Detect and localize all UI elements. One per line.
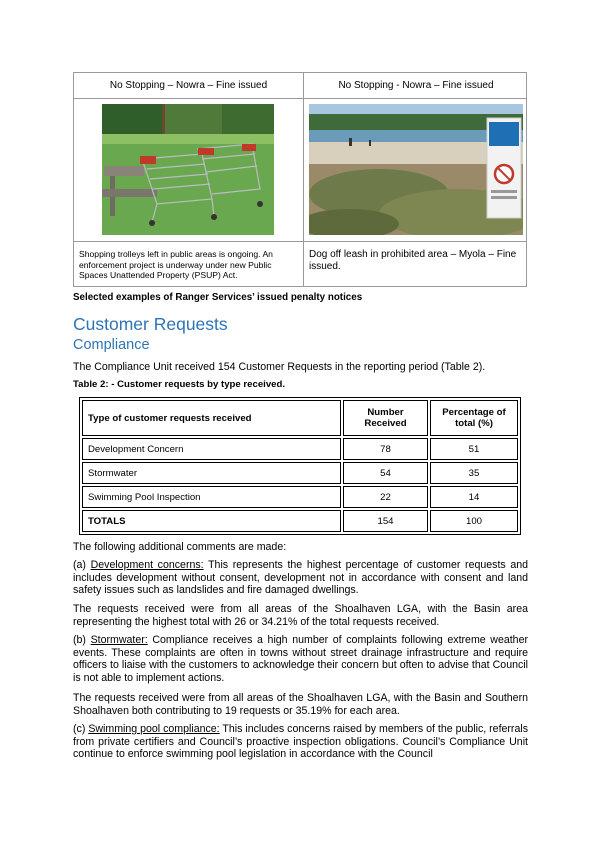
table-row: [82, 486, 518, 508]
intro-paragraph: The Compliance Unit received 154 Customer Requests in the reporting period (Table 2).: [73, 361, 486, 373]
row-percentage: 14: [430, 486, 518, 508]
photo-right-header: No Stopping - Nowra – Fine issued: [338, 80, 494, 91]
para-c-term: Swimming pool compliance:: [88, 723, 220, 735]
header-percentage: Percentage of total (%): [430, 400, 518, 436]
row-type: Stormwater: [82, 462, 341, 484]
para-development: [73, 559, 528, 597]
table-row: [82, 438, 518, 460]
para-stormwater-2: The requests received were from all areas of the Shoalhaven LGA, with the Basin and Southern Shoalhaven both contributing to 19 requests or 35.19% for each area.: [73, 692, 528, 717]
photo-right-caption: Dog off leash in prohibited area – Myola – Fine issued.: [309, 249, 517, 272]
para-b-term: Stormwater:: [90, 634, 148, 646]
table-header-row: [82, 400, 518, 436]
para-b-text: Compliance receives a high number of complaints following extreme weather events. These complaints are often in towns without street drainage infrastructure and require officers to liaise with the customers to acknowledge their concern but often to advise that Council is not able to implement actions.: [73, 634, 528, 684]
photo-table: [73, 72, 527, 287]
row-percentage: 51: [430, 438, 518, 460]
totals-number: 154: [343, 510, 428, 532]
table-row: [82, 462, 518, 484]
header-type: Type of customer requests received: [82, 400, 341, 436]
row-number: 54: [343, 462, 428, 484]
row-percentage: 35: [430, 462, 518, 484]
table-totals-row: [82, 510, 518, 532]
para-c-text: This includes concerns raised by members of the public, referrals from private certifiers and Council’s proactive inspection obligations. Council’s Compliance Unit continue to enforce swimming pool legislation in accordance with the Council: [73, 723, 528, 761]
para-a-text: This represents the highest percentage of customer requests and includes development without consent, development not in accordance with consent and land safety issues such as landslides and fire damaged dwellings.: [73, 559, 529, 597]
selected-examples-caption: Selected examples of Ranger Services’ issued penalty notices: [73, 292, 363, 303]
row-number: 22: [343, 486, 428, 508]
row-type: Swimming Pool Inspection: [82, 486, 341, 508]
customer-requests-table: [79, 397, 521, 535]
totals-percentage: 100: [430, 510, 518, 532]
para-c-prefix: (c): [73, 723, 89, 735]
para-swimming-pool: [73, 723, 528, 761]
shopping-trolleys-photo: [102, 104, 274, 235]
para-a-term: Development concerns:: [90, 559, 204, 571]
row-number: 78: [343, 438, 428, 460]
row-type: Development Concern: [82, 438, 341, 460]
photo-left-caption: Shopping trolleys left in public areas is ongoing. An enforcement project is underway under new Public Spaces Unattended Property (PSUP) Act.: [79, 249, 273, 280]
para-a-prefix: (a): [73, 559, 91, 571]
totals-label: TOTALS: [82, 510, 341, 532]
table-caption: Table 2: - Customer requests by type received.: [73, 379, 286, 390]
heading-customer-requests: Customer Requests: [73, 314, 228, 334]
para-development-2: The requests received were from all areas of the Shoalhaven LGA, with the Basin area representing the highest total with 26 or 34.21% of the total requests received.: [73, 603, 528, 628]
beach-dog-sign-photo: [309, 104, 523, 235]
comments-intro: The following additional comments are made:: [73, 541, 287, 553]
header-number: Number Received: [343, 400, 428, 436]
para-b-prefix: (b): [73, 634, 91, 646]
heading-compliance: Compliance: [73, 337, 150, 353]
photo-left-header: No Stopping – Nowra – Fine issued: [109, 80, 268, 91]
para-stormwater: [73, 634, 528, 684]
